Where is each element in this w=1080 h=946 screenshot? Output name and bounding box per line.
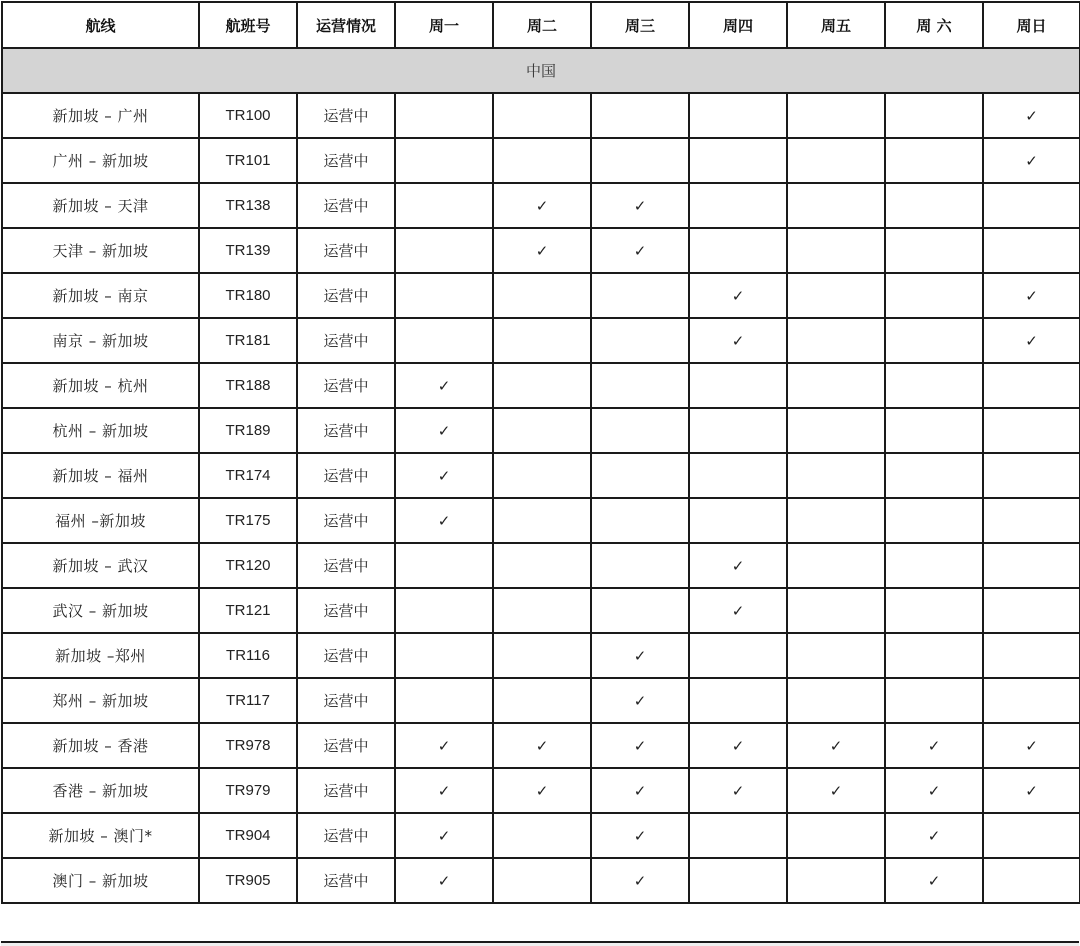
day-cell-check-icon: ✓ [395,768,493,813]
table-row [2,138,1080,183]
flight-number-cell: TR978 [199,723,297,768]
day-cell-check-icon: ✓ [591,633,689,678]
route-cell: 澳门 – 新加坡 [2,858,199,903]
table-row [2,93,1080,138]
day-cell-empty [395,318,493,363]
day-cell-empty [983,453,1080,498]
day-cell-empty [591,363,689,408]
day-cell-empty [787,543,885,588]
day-cell-empty [591,93,689,138]
route-cell: 杭州 – 新加坡 [2,408,199,453]
table-row [2,858,1080,903]
day-cell-check-icon: ✓ [493,723,591,768]
day-cell-empty [983,363,1080,408]
flight-number-cell: TR139 [199,228,297,273]
table-row [2,363,1080,408]
day-cell-empty [885,363,983,408]
day-cell-empty [689,858,787,903]
day-cell-check-icon: ✓ [983,273,1080,318]
day-cell-empty [787,408,885,453]
route-cell: 新加坡 – 香港 [2,723,199,768]
day-cell-empty [983,588,1080,633]
day-cell-check-icon: ✓ [689,768,787,813]
route-cell: 福州 –新加坡 [2,498,199,543]
route-cell: 新加坡 –郑州 [2,633,199,678]
day-cell-empty [493,678,591,723]
header-day-wed: 周三 [591,2,689,48]
route-cell: 新加坡 – 武汉 [2,543,199,588]
flight-number-cell: TR174 [199,453,297,498]
route-cell: 广州 – 新加坡 [2,138,199,183]
day-cell-check-icon: ✓ [983,138,1080,183]
table-row [2,228,1080,273]
day-cell-check-icon: ✓ [689,723,787,768]
flight-number-cell: TR181 [199,318,297,363]
day-cell-empty [493,453,591,498]
day-cell-check-icon: ✓ [689,588,787,633]
status-cell: 运营中 [297,498,395,543]
day-cell-empty [787,588,885,633]
day-cell-empty [395,543,493,588]
day-cell-empty [983,858,1080,903]
day-cell-check-icon: ✓ [493,183,591,228]
route-cell: 新加坡 – 杭州 [2,363,199,408]
status-cell: 运营中 [297,183,395,228]
day-cell-empty [983,813,1080,858]
day-cell-check-icon: ✓ [591,813,689,858]
flight-number-cell: TR117 [199,678,297,723]
day-cell-empty [983,543,1080,588]
status-cell: 运营中 [297,633,395,678]
day-cell-empty [493,138,591,183]
day-cell-empty [885,183,983,228]
day-cell-empty [885,93,983,138]
day-cell-empty [591,138,689,183]
status-cell: 运营中 [297,588,395,633]
table-row [2,273,1080,318]
route-cell: 香港 – 新加坡 [2,768,199,813]
status-cell: 运营中 [297,858,395,903]
flight-number-cell: TR138 [199,183,297,228]
day-cell-check-icon: ✓ [395,813,493,858]
table-row [2,678,1080,723]
status-cell: 运营中 [297,318,395,363]
day-cell-empty [689,363,787,408]
day-cell-check-icon: ✓ [591,858,689,903]
day-cell-empty [395,273,493,318]
day-cell-check-icon: ✓ [591,183,689,228]
flight-number-cell: TR904 [199,813,297,858]
day-cell-check-icon: ✓ [591,678,689,723]
table-row [2,543,1080,588]
day-cell-check-icon: ✓ [983,318,1080,363]
route-cell: 郑州 – 新加坡 [2,678,199,723]
day-cell-empty [885,138,983,183]
day-cell-empty [493,588,591,633]
day-cell-empty [591,273,689,318]
day-cell-check-icon: ✓ [983,768,1080,813]
status-cell: 运营中 [297,228,395,273]
day-cell-check-icon: ✓ [395,858,493,903]
route-cell: 新加坡 – 福州 [2,453,199,498]
status-cell: 运营中 [297,138,395,183]
header-day-mon: 周一 [395,2,493,48]
day-cell-empty [787,453,885,498]
flight-number-cell: TR905 [199,858,297,903]
day-cell-empty [787,273,885,318]
flight-schedule-table [1,1,1080,904]
day-cell-check-icon: ✓ [493,768,591,813]
region-label: 中国 [2,48,1080,93]
day-cell-empty [689,183,787,228]
day-cell-empty [885,678,983,723]
day-cell-empty [493,273,591,318]
day-cell-check-icon: ✓ [395,498,493,543]
flight-number-cell: TR175 [199,498,297,543]
day-cell-empty [983,228,1080,273]
day-cell-empty [787,138,885,183]
day-cell-check-icon: ✓ [591,228,689,273]
flight-number-cell: TR101 [199,138,297,183]
day-cell-empty [885,543,983,588]
day-cell-empty [787,183,885,228]
day-cell-empty [493,633,591,678]
day-cell-empty [787,858,885,903]
flight-number-cell: TR979 [199,768,297,813]
header-route: 航线 [2,2,199,48]
day-cell-empty [395,588,493,633]
day-cell-empty [395,93,493,138]
day-cell-empty [787,363,885,408]
day-cell-empty [591,588,689,633]
route-cell: 新加坡 – 澳门* [2,813,199,858]
day-cell-empty [689,498,787,543]
day-cell-empty [787,93,885,138]
header-day-thu: 周四 [689,2,787,48]
day-cell-empty [885,273,983,318]
day-cell-empty [787,678,885,723]
day-cell-empty [983,633,1080,678]
flight-number-cell: TR100 [199,93,297,138]
table-row [2,723,1080,768]
day-cell-empty [395,633,493,678]
route-cell: 武汉 – 新加坡 [2,588,199,633]
day-cell-empty [689,633,787,678]
day-cell-empty [493,543,591,588]
day-cell-empty [591,408,689,453]
day-cell-check-icon: ✓ [689,318,787,363]
status-cell: 运营中 [297,723,395,768]
day-cell-check-icon: ✓ [885,813,983,858]
day-cell-check-icon: ✓ [591,723,689,768]
day-cell-check-icon: ✓ [983,723,1080,768]
day-cell-empty [591,543,689,588]
day-cell-empty [689,228,787,273]
day-cell-empty [787,228,885,273]
route-cell: 新加坡 – 天津 [2,183,199,228]
day-cell-check-icon: ✓ [689,273,787,318]
header-day-sat: 周 六 [885,2,983,48]
day-cell-empty [493,93,591,138]
table-row [2,813,1080,858]
status-cell: 运营中 [297,363,395,408]
flight-number-cell: TR116 [199,633,297,678]
day-cell-empty [395,678,493,723]
header-row [2,2,1080,48]
day-cell-empty [885,498,983,543]
flight-number-cell: TR188 [199,363,297,408]
header-status: 运营情况 [297,2,395,48]
day-cell-empty [983,678,1080,723]
day-cell-empty [689,408,787,453]
day-cell-empty [493,408,591,453]
day-cell-empty [493,318,591,363]
day-cell-empty [591,453,689,498]
day-cell-empty [983,408,1080,453]
table-row [2,588,1080,633]
day-cell-empty [395,183,493,228]
day-cell-check-icon: ✓ [885,723,983,768]
table-row [2,768,1080,813]
day-cell-empty [787,318,885,363]
day-cell-empty [591,498,689,543]
status-cell: 运营中 [297,453,395,498]
day-cell-empty [395,228,493,273]
day-cell-empty [787,498,885,543]
table-row [2,183,1080,228]
day-cell-empty [885,318,983,363]
day-cell-check-icon: ✓ [591,768,689,813]
day-cell-empty [885,453,983,498]
status-cell: 运营中 [297,543,395,588]
flight-number-cell: TR180 [199,273,297,318]
day-cell-check-icon: ✓ [395,723,493,768]
day-cell-empty [885,408,983,453]
day-cell-empty [689,138,787,183]
table-row [2,318,1080,363]
day-cell-empty [689,813,787,858]
day-cell-check-icon: ✓ [787,768,885,813]
flight-number-cell: TR121 [199,588,297,633]
header-day-sun: 周日 [983,2,1080,48]
day-cell-check-icon: ✓ [689,543,787,588]
day-cell-check-icon: ✓ [885,858,983,903]
day-cell-empty [591,318,689,363]
day-cell-empty [689,678,787,723]
table-row [2,408,1080,453]
day-cell-empty [493,363,591,408]
header-day-tue: 周二 [493,2,591,48]
status-cell: 运营中 [297,678,395,723]
header-day-fri: 周五 [787,2,885,48]
region-row [2,48,1080,93]
status-cell: 运营中 [297,813,395,858]
route-cell: 天津 – 新加坡 [2,228,199,273]
day-cell-check-icon: ✓ [885,768,983,813]
flight-number-cell: TR120 [199,543,297,588]
day-cell-empty [885,228,983,273]
status-cell: 运营中 [297,408,395,453]
route-cell: 南京 – 新加坡 [2,318,199,363]
table-row [2,633,1080,678]
day-cell-check-icon: ✓ [493,228,591,273]
day-cell-empty [787,813,885,858]
day-cell-empty [689,93,787,138]
table-row [2,453,1080,498]
route-cell: 新加坡 – 广州 [2,93,199,138]
status-cell: 运营中 [297,273,395,318]
route-cell: 新加坡 – 南京 [2,273,199,318]
day-cell-empty [885,633,983,678]
header-flight-no: 航班号 [199,2,297,48]
day-cell-empty [983,183,1080,228]
day-cell-check-icon: ✓ [395,363,493,408]
status-cell: 运营中 [297,768,395,813]
day-cell-check-icon: ✓ [983,93,1080,138]
day-cell-empty [493,813,591,858]
day-cell-empty [493,498,591,543]
day-cell-empty [885,588,983,633]
table-row [2,498,1080,543]
day-cell-check-icon: ✓ [787,723,885,768]
day-cell-check-icon: ✓ [395,408,493,453]
flight-number-cell: TR189 [199,408,297,453]
table-continuation-edge [1,941,1079,946]
day-cell-check-icon: ✓ [395,453,493,498]
status-cell: 运营中 [297,93,395,138]
day-cell-empty [689,453,787,498]
day-cell-empty [983,498,1080,543]
day-cell-empty [493,858,591,903]
schedule-body [2,48,1080,903]
day-cell-empty [787,633,885,678]
day-cell-empty [395,138,493,183]
